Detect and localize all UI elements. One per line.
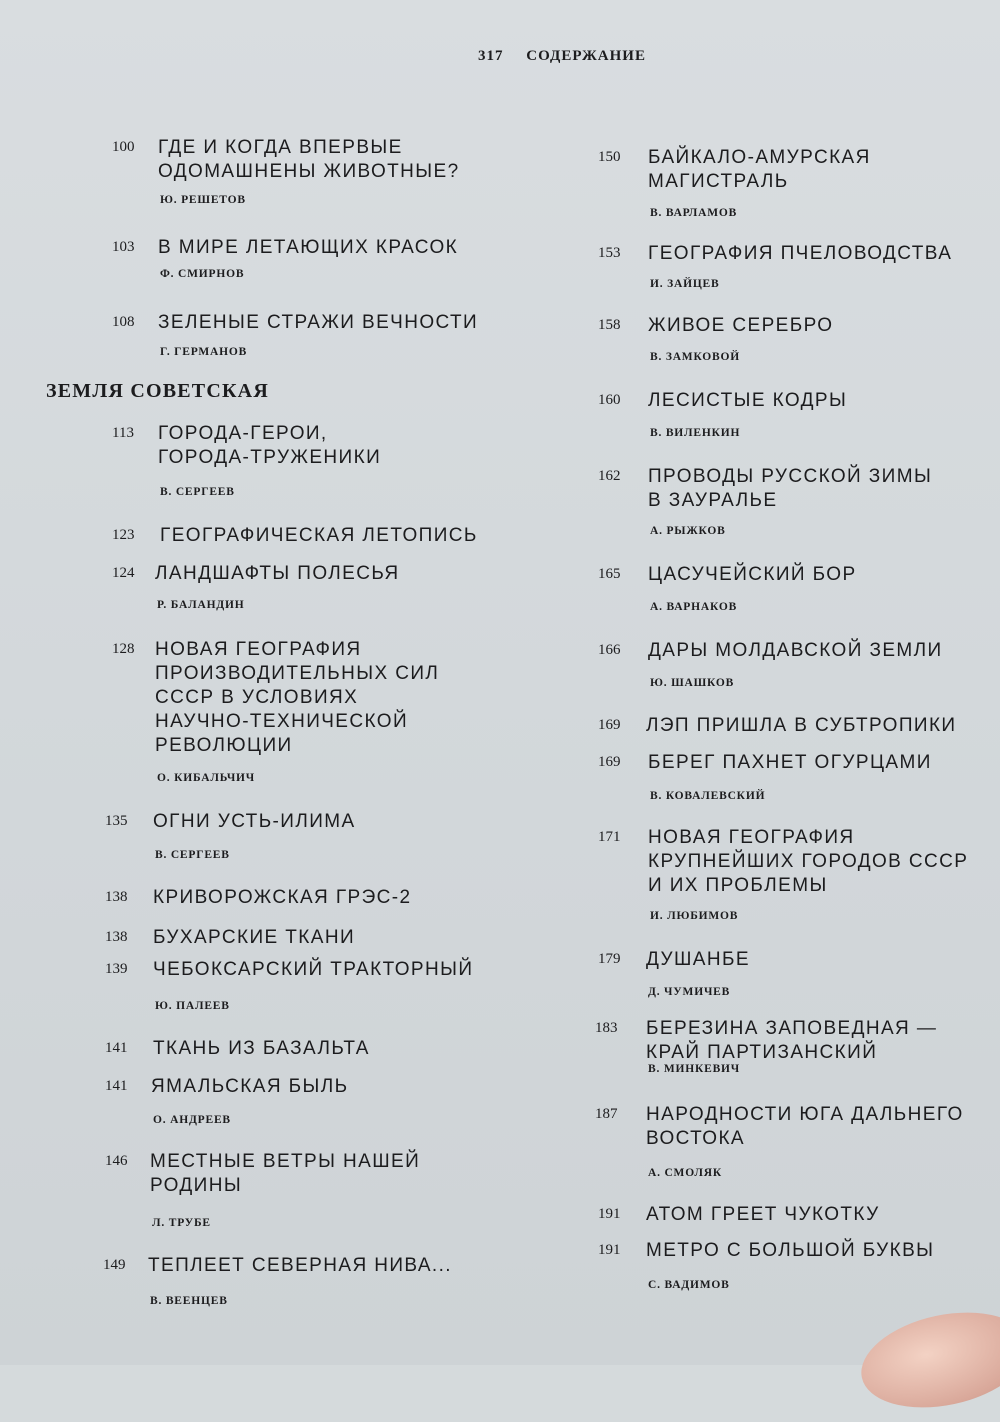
toc-author: Ю. ПАЛЕЕВ: [155, 1000, 230, 1012]
toc-page-number: 123: [112, 527, 135, 543]
section-title: ЗЕМЛЯ СОВЕТСКАЯ: [46, 380, 269, 402]
toc-author: Ю. ШАШКОВ: [650, 677, 735, 689]
toc-author: И. ЛЮБИМОВ: [650, 910, 739, 922]
toc-title: ГДЕ И КОГДА ВПЕРВЫЕ ОДОМАШНЕНЫ ЖИВОТНЫЕ?: [158, 137, 460, 182]
toc-title: ЯМАЛЬСКАЯ БЫЛЬ: [151, 1076, 349, 1097]
toc-title: НАРОДНОСТИ ЮГА ДАЛЬНЕГО ВОСТОКА: [646, 1104, 964, 1149]
toc-title: ПРОВОДЫ РУССКОЙ ЗИМЫ В ЗАУРАЛЬЕ: [648, 466, 933, 511]
toc-author: А. ВАРНАКОВ: [650, 601, 738, 613]
toc-author: О. АНДРЕЕВ: [153, 1114, 231, 1126]
toc-title: ЧЕБОКСАРСКИЙ ТРАКТОРНЫЙ: [153, 959, 474, 980]
toc-title: ДАРЫ МОЛДАВСКОЙ ЗЕМЛИ: [648, 640, 943, 661]
toc-title: БЕРЕГ ПАХНЕТ ОГУРЦАМИ: [648, 752, 932, 773]
toc-page-number: 139: [105, 961, 128, 977]
toc-author: А. СМОЛЯК: [648, 1167, 722, 1179]
toc-page-number: 183: [595, 1020, 618, 1036]
toc-page-number: 141: [105, 1040, 128, 1056]
toc-title: ТКАНЬ ИЗ БАЗАЛЬТА: [153, 1038, 370, 1059]
toc-author: В. ВЕЕНЦЕВ: [150, 1295, 228, 1307]
toc-page-number: 169: [598, 754, 621, 770]
toc-title: ДУШАНБЕ: [646, 949, 750, 970]
toc-page-number: 128: [112, 641, 135, 657]
toc-title: ТЕПЛЕЕТ СЕВЕРНАЯ НИВА...: [148, 1255, 452, 1276]
toc-title: ЛЭП ПРИШЛА В СУБТРОПИКИ: [646, 715, 957, 736]
toc-title: НОВАЯ ГЕОГРАФИЯ ПРОИЗВОДИТЕЛЬНЫХ СИЛ СССР В УСЛОВИЯХ НАУЧНО-ТЕХНИЧЕСКОЙ РЕВОЛЮЦИИ: [155, 639, 440, 756]
toc-page-number: 169: [598, 717, 621, 733]
toc-page-number: 138: [105, 929, 128, 945]
toc-author: Д. ЧУМИЧЕВ: [648, 986, 731, 998]
toc-page-number: 149: [103, 1257, 126, 1273]
toc-page-number: 158: [598, 317, 621, 333]
toc-title: ЖИВОЕ СЕРЕБРО: [648, 315, 834, 336]
toc-page-number: 135: [105, 813, 128, 829]
toc-page-number: 162: [598, 468, 621, 484]
toc-page-number: 150: [598, 149, 621, 165]
toc-author: В. СЕРГЕЕВ: [155, 849, 230, 861]
toc-title: ЛАНДШАФТЫ ПОЛЕСЬЯ: [155, 563, 400, 584]
toc-title: ГОРОДА-ГЕРОИ, ГОРОДА-ТРУЖЕНИКИ: [158, 423, 382, 468]
page-header: [478, 48, 646, 65]
toc-title: БЕРЕЗИНА ЗАПОВЕДНАЯ — КРАЙ ПАРТИЗАНСКИЙ: [646, 1018, 938, 1063]
toc-title: В МИРЕ ЛЕТАЮЩИХ КРАСОК: [158, 237, 459, 258]
toc-author: Г. ГЕРМАНОВ: [160, 346, 248, 358]
toc-page-number: 124: [112, 565, 135, 581]
toc-author: В. СЕРГЕЕВ: [160, 486, 235, 498]
toc-author: И. ЗАЙЦЕВ: [650, 278, 720, 290]
toc-author: В. КОВАЛЕВСКИЙ: [650, 790, 766, 802]
toc-page-number: 141: [105, 1078, 128, 1094]
toc-title: ОГНИ УСТЬ-ИЛИМА: [153, 811, 356, 832]
toc-page-number: 160: [598, 392, 621, 408]
toc-author: Ю. РЕШЕТОВ: [160, 194, 246, 206]
toc-page-number: 165: [598, 566, 621, 582]
toc-author: Л. ТРУБЕ: [152, 1217, 211, 1229]
toc-title: АТОМ ГРЕЕТ ЧУКОТКУ: [646, 1204, 880, 1225]
toc-page-number: 191: [598, 1242, 621, 1258]
toc-title: ГЕОГРАФИЯ ПЧЕЛОВОДСТВА: [648, 243, 953, 264]
toc-title: БАЙКАЛО-АМУРСКАЯ МАГИСТРАЛЬ: [648, 147, 871, 192]
toc-title: ГЕОГРАФИЧЕСКАЯ ЛЕТОПИСЬ: [160, 525, 478, 546]
toc-author: Ф. СМИРНОВ: [160, 268, 245, 280]
toc-page-number: 108: [112, 314, 135, 330]
toc-title: МЕСТНЫЕ ВЕТРЫ НАШЕЙ РОДИНЫ: [150, 1151, 421, 1196]
toc-title: ЦАСУЧЕЙСКИЙ БОР: [648, 564, 857, 585]
toc-page-number: 191: [598, 1206, 621, 1222]
toc-author: С. ВАДИМОВ: [648, 1279, 730, 1291]
page-number: 317: [478, 48, 504, 64]
toc-author: О. КИБАЛЬЧИЧ: [157, 772, 256, 784]
toc-title: КРИВОРОЖСКАЯ ГРЭС-2: [153, 887, 412, 908]
toc-page-number: 113: [112, 425, 134, 441]
toc-author: Р. БАЛАНДИН: [157, 599, 245, 611]
toc-page-number: 146: [105, 1153, 128, 1169]
toc-page-number: 100: [112, 139, 135, 155]
toc-title: МЕТРО С БОЛЬШОЙ БУКВЫ: [646, 1240, 935, 1261]
toc-page-number: 171: [598, 829, 621, 845]
page-header-title: СОДЕРЖАНИЕ: [526, 48, 646, 64]
toc-page-number: 166: [598, 642, 621, 658]
toc-title: ЛЕСИСТЫЕ КОДРЫ: [648, 390, 848, 411]
toc-title: НОВАЯ ГЕОГРАФИЯ КРУПНЕЙШИХ ГОРОДОВ СССР И ИХ ПРОБЛЕМЫ: [648, 827, 969, 896]
toc-author: В. МИНКЕВИЧ: [648, 1063, 741, 1075]
toc-page-number: 103: [112, 239, 135, 255]
toc-page-number: 138: [105, 889, 128, 905]
toc-title: БУХАРСКИЕ ТКАНИ: [153, 927, 356, 948]
toc-page-number: 187: [595, 1106, 618, 1122]
toc-author: В. ВИЛЕНКИН: [650, 427, 741, 439]
toc-title: ЗЕЛЕНЫЕ СТРАЖИ ВЕЧНОСТИ: [158, 312, 479, 333]
toc-author: А. РЫЖКОВ: [650, 525, 726, 537]
toc-author: В. ВАРЛАМОВ: [650, 207, 738, 219]
toc-author: В. ЗАМКОВОЙ: [650, 351, 741, 363]
finger-photo-artifact: [853, 1298, 1000, 1421]
toc-page-number: 179: [598, 951, 621, 967]
toc-page-number: 153: [598, 245, 621, 261]
